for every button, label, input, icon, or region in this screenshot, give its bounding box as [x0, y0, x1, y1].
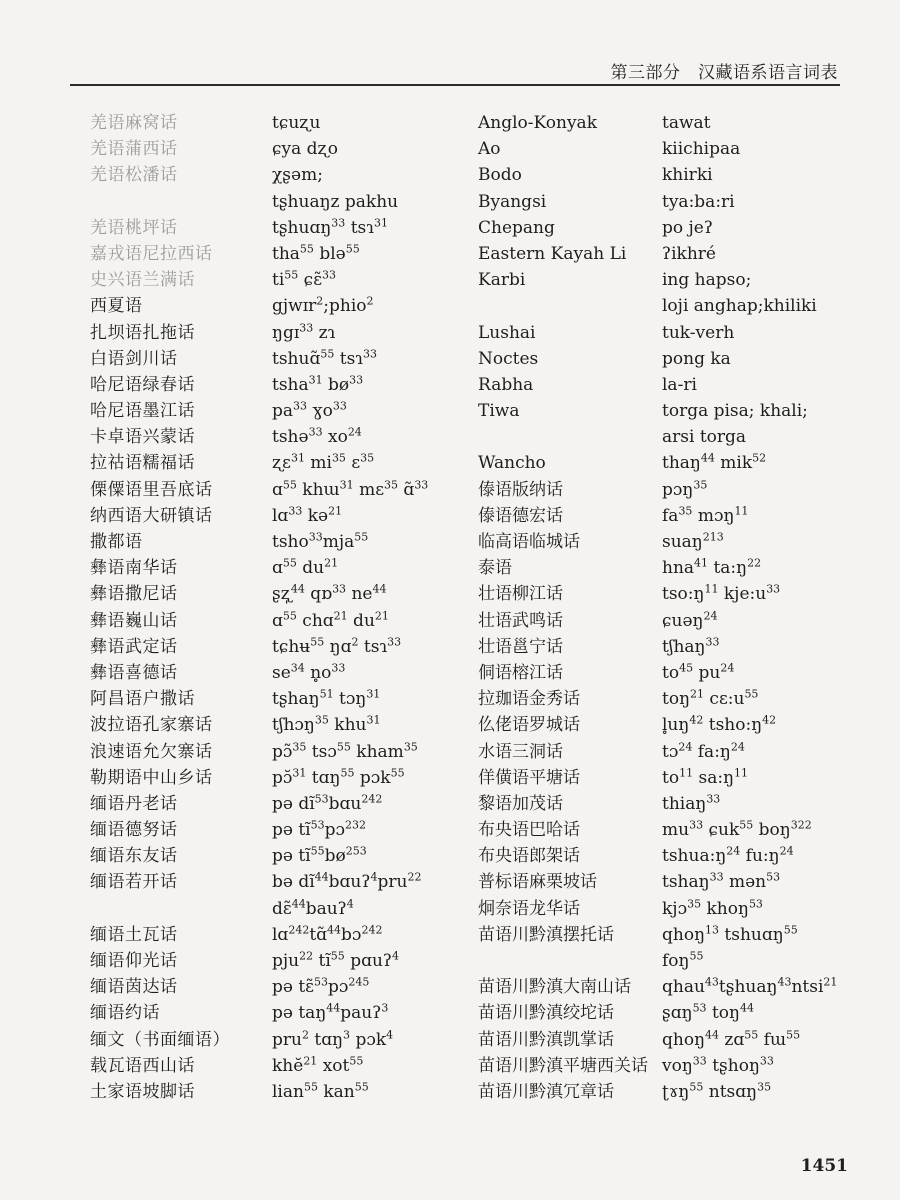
- word-form: lɑ$^{33}$ kə$^{21}$: [272, 504, 343, 526]
- language-name: [478, 424, 663, 450]
- word-form: thiaŋ$^{33}$: [662, 792, 721, 814]
- language-name: 苗语川黔滇摆托话: [478, 924, 614, 945]
- language-name: 阿昌语户撒话: [90, 689, 195, 710]
- word-form: kiichipaa: [662, 139, 741, 160]
- word-form: tya:ba:ri: [662, 191, 735, 212]
- word-form: kjɔ$^{35}$ khoŋ$^{53}$: [662, 896, 763, 919]
- language-name: 勒期语中山乡话: [90, 767, 213, 788]
- language-name: 载瓦语西山话: [90, 1055, 195, 1076]
- language-name: 羌语麻窝话: [90, 113, 178, 133]
- word-form: tsha$^{31}$ $bø^{33}$: [272, 373, 364, 395]
- header-rule: [70, 84, 840, 86]
- word-form: χʂəm;: [272, 165, 323, 186]
- language-name: 佯僙语平塘话: [478, 767, 580, 788]
- word-form: loji anghap;khiliki: [662, 296, 817, 317]
- language-name: Byangsi: [478, 191, 547, 212]
- word-form: pə $tĩ^{55}bø^{253}$: [272, 844, 367, 867]
- language-name: 布央语巴哈话: [478, 820, 580, 841]
- word-form: ɑ$^{55}$ $du^{21}$: [272, 556, 339, 579]
- word-form: tshuɑ̃$^{55}$ tsɿ$^{33}$: [272, 347, 377, 369]
- language-name: 彝语喜德话: [90, 662, 178, 683]
- language-name: 彝语撒尼话: [90, 584, 178, 605]
- language-name: 苗语川黔滇大南山话: [478, 977, 631, 998]
- word-form: ʈɤŋ$^{55}$ ntsɑŋ$^{35}$: [662, 1080, 772, 1102]
- word-form: $fa^{35}$ mɔŋ$^{11}$: [662, 504, 749, 526]
- word-form: qhoŋ$^{44}$ zɑ$^{55}$ fɯ$^{55}$: [662, 1027, 801, 1050]
- language-name: 拉珈语金秀话: [478, 689, 580, 710]
- language-name: 壮语柳江话: [478, 584, 563, 605]
- word-form: ʐɛ$^{31}$ $mi^{35}$ ɛ$^{35}$: [272, 451, 375, 474]
- language-name: 缅语德努话: [90, 820, 178, 841]
- language-name: 苗语川黔滇平塘西关话: [478, 1055, 648, 1076]
- language-name: 傈僳语里吾底话: [90, 479, 213, 500]
- word-form: pə taŋ$^{44}$pauʔ$^3$: [272, 1001, 389, 1024]
- language-name: Tiwa: [478, 401, 520, 422]
- language-name: 卡卓语兴蒙话: [90, 427, 195, 448]
- word-form: tʂhaŋ$^{51}$ tɔŋ$^{31}$: [272, 687, 381, 710]
- word-form: ŋgɪ$^{33}$ zɿ: [272, 320, 336, 343]
- language-name: 扎坝语扎拖话: [90, 322, 195, 343]
- word-form: gjwɪr$^2$;phio$^2$: [272, 294, 374, 317]
- language-name: [90, 896, 270, 922]
- language-name: 羌语桃坪话: [90, 217, 178, 238]
- word-form: ɑ$^{55}$ khɯ$^{31}$ mɛ$^{35}$ ɑ̃$^{33}$: [272, 477, 429, 500]
- language-name: 羌语松潘话: [90, 165, 178, 186]
- word-form: tawat: [662, 113, 711, 133]
- language-name: Lushai: [478, 322, 536, 343]
- word-form: pɔŋ$^{35}$: [662, 477, 708, 500]
- language-name: 壮语邕宁话: [478, 636, 563, 657]
- word-form: pə $tĩ^{53}pɔ^{232}$: [272, 818, 367, 841]
- language-name: 史兴语兰满话: [90, 270, 195, 291]
- word-form: qhoŋ$^{13}$ tshuɑŋ$^{55}$: [662, 923, 798, 945]
- word-form: qhau$^{43}$tʂhuaŋ$^{43}$ntsi$^{21}$: [662, 975, 838, 998]
- word-form: torga pisa; khali;: [662, 401, 808, 422]
- language-name: 苗语川黔滇绞坨话: [478, 1003, 614, 1024]
- word-form: ʔikhré: [662, 243, 716, 264]
- language-name: 缅语若开话: [90, 872, 178, 893]
- language-name: [478, 293, 663, 319]
- word-form: tɕuʐu: [272, 113, 321, 133]
- word-form: suaŋ$^{213}$: [662, 530, 724, 552]
- language-name: 苗语川黔滇冗章话: [478, 1081, 614, 1102]
- word-form: bə $dĩ^{44}bɑuʔ^4pru^{22}$: [272, 870, 422, 893]
- word-form: po jeʔ: [662, 217, 713, 238]
- language-name: 羌语蒲西话: [90, 139, 178, 160]
- word-form: tʃhaŋ$^{33}$: [662, 635, 720, 657]
- language-name: Ao: [478, 139, 501, 160]
- language-name: 缅语东友话: [90, 846, 178, 867]
- language-name: Anglo-Konyak: [478, 113, 597, 133]
- language-name: 普标语麻栗坡话: [478, 872, 597, 893]
- word-form: ɕuəŋ$^{24}$: [662, 608, 718, 631]
- word-form: $ti^{55}$ ɕɛ̃$^{33}$: [272, 268, 337, 291]
- word-form: arsi torga: [662, 427, 747, 448]
- language-name: 波拉语孔家寨话: [90, 715, 213, 736]
- language-name: 彝语南华话: [90, 558, 178, 579]
- language-name: 布央语郎架话: [478, 846, 580, 867]
- language-name: Bodo: [478, 165, 522, 186]
- page-number: 1451: [800, 1156, 848, 1176]
- language-name: 苗语川黔滇凯掌话: [478, 1029, 614, 1050]
- word-form: pong ka: [662, 348, 731, 369]
- language-name: 纳西语大研镇话: [90, 505, 213, 526]
- word-form: ʂɑŋ$^{53}$ toŋ$^{44}$: [662, 1001, 754, 1024]
- language-name: 浪速语允欠寨话: [90, 741, 213, 762]
- column-language-names-right: [478, 110, 663, 1105]
- word-form: lian$^{55}$ kan$^{55}$: [272, 1080, 369, 1102]
- language-name: 哈尼语绿春话: [90, 374, 195, 395]
- language-name: 傣语版纳话: [478, 479, 563, 500]
- language-name: 傣语德宏话: [478, 505, 563, 526]
- word-form: pru$^2$ tɑŋ$^3$ pɔk$^4$: [272, 1027, 394, 1050]
- word-form: la-ri: [662, 374, 697, 395]
- word-form: tɔ$^{24}$ $fa:ŋ^{24}$: [662, 739, 745, 762]
- word-form: tshə$^{33}$ $xo^{24}$: [272, 425, 362, 448]
- word-form: khirki: [662, 165, 713, 186]
- word-form: tha$^{55}$ blə$^{55}$: [272, 242, 360, 264]
- language-name: 仫佬语罗城话: [478, 715, 580, 736]
- language-name: [478, 948, 663, 974]
- language-name: 缅语丹老话: [90, 793, 178, 814]
- language-name: 水语三洞话: [478, 741, 563, 762]
- word-form: hna$^{41}$ $ta:ŋ^{22}$: [662, 556, 762, 579]
- language-name: 彝语巍山话: [90, 610, 178, 631]
- word-form: pə $dĩ^{53}bɑu^{242}$: [272, 792, 383, 814]
- language-name: 嘉戎语尼拉西话: [90, 243, 213, 264]
- language-name: 缅语茵达话: [90, 977, 178, 998]
- word-form: dɛ̃$^{44}$bauʔ$^4$: [272, 896, 354, 919]
- word-form: toŋ$^{21}$ $cɛ:u^{55}$: [662, 687, 759, 710]
- word-form: $mu^{33}$ ɕuk$^{55}$ boŋ$^{322}$: [662, 818, 812, 841]
- word-form: $tshua:ŋ^{24}$ $fu:ŋ^{24}$: [662, 844, 794, 867]
- language-name: 缅语土瓦话: [90, 924, 178, 945]
- language-name: Noctes: [478, 348, 539, 369]
- language-name: 侗语榕江话: [478, 662, 563, 683]
- word-form: foŋ$^{55}$: [662, 949, 704, 971]
- word-form: tʃhɔŋ$^{35}$ khu$^{31}$: [272, 713, 381, 736]
- word-form: voŋ$^{33}$ tʂhoŋ$^{33}$: [662, 1054, 774, 1076]
- word-form: ʂʐ̩$^{44}$ qɒ$^{33}$ $ne^{44}$: [272, 582, 387, 605]
- language-name: Chepang: [478, 217, 555, 238]
- language-name: Rabha: [478, 374, 534, 395]
- language-name: 炯奈语龙华话: [478, 898, 580, 919]
- running-header: 第三部分 汉藏语系语言词表: [610, 63, 838, 83]
- language-name: [90, 189, 270, 215]
- language-name: 泰语: [478, 558, 512, 579]
- language-name: 临高语临城话: [478, 532, 580, 552]
- language-name: 土家语坡脚话: [90, 1081, 195, 1102]
- language-name: 缅语约话: [90, 1003, 160, 1024]
- language-name: 白语剑川话: [90, 348, 178, 369]
- language-name: 彝语武定话: [90, 636, 178, 657]
- word-form: $se^{34}$ $n̥o^{33}$: [272, 661, 346, 683]
- column-word-forms-right: [662, 110, 892, 1105]
- word-form: pɔ̆$^{31}$ tɑŋ$^{55}$ pɔk$^{55}$: [272, 766, 405, 788]
- column-language-names-left: [90, 110, 270, 1105]
- column-word-forms-left: [272, 110, 472, 1105]
- language-name: 哈尼语墨江话: [90, 401, 195, 422]
- language-name: Eastern Kayah Li: [478, 243, 627, 264]
- word-form: thaŋ$^{44}$ mik$^{52}$: [662, 451, 767, 474]
- language-name: 拉祜语糯福话: [90, 453, 195, 474]
- language-name: 黎语加茂话: [478, 793, 563, 814]
- word-form: ing hapso;: [662, 270, 752, 291]
- word-form: tuk-verh: [662, 322, 735, 343]
- language-name: 缅文（书面缅语）: [90, 1029, 230, 1050]
- word-form: tʂhuaŋz pakhu: [272, 191, 399, 212]
- word-form: lɑ$^{242}$tɑ̃$^{44}$bɔ$^{242}$: [272, 923, 383, 945]
- word-form: $to^{45}$ $pu^{24}$: [662, 661, 735, 683]
- word-form: pə tɛ̃$^{53}$pɔ$^{245}$: [272, 975, 370, 998]
- word-form: tshaŋ$^{33}$ mən$^{53}$: [662, 870, 781, 893]
- language-name: 缅语仰光话: [90, 951, 178, 971]
- word-form: khĕ$^{21}$ xot$^{55}$: [272, 1054, 364, 1076]
- word-form: pju$^{22}$ $tĩ^{55}$ pɑuʔ$^4$: [272, 949, 400, 971]
- word-form: tɕhʉ$^{55}$ ŋɑ$^2$ tsɿ$^{33}$: [272, 635, 402, 657]
- language-name: Karbi: [478, 270, 526, 291]
- word-form: ɑ$^{55}$ chɑ$^{21}$ $du^{21}$: [272, 608, 389, 631]
- word-form: pɔ̃$^{35}$ tsɔ$^{55}$ kham$^{35}$: [272, 739, 418, 762]
- word-form: $to^{11}$ $sa:ŋ^{11}$: [662, 766, 749, 788]
- word-form: tʂhuɑŋ$^{33}$ tsɿ$^{31}$: [272, 216, 388, 238]
- language-name: 西夏语: [90, 296, 143, 317]
- word-form: $l̥uŋ^{42}$ $tsho:ŋ^{42}$: [662, 713, 777, 736]
- language-name: Wancho: [478, 453, 546, 474]
- word-form: $pa^{33}$ ɣo$^{33}$: [272, 399, 347, 422]
- language-name: 撒都语: [90, 532, 143, 552]
- word-form: tsho$^{33}$mja$^{55}$: [272, 530, 369, 552]
- word-form: $tso:ŋ^{11}$ $kje:u^{33}$: [662, 582, 781, 605]
- word-form: ɕya dʐo: [272, 139, 338, 160]
- language-name: 壮语武鸣话: [478, 610, 563, 631]
